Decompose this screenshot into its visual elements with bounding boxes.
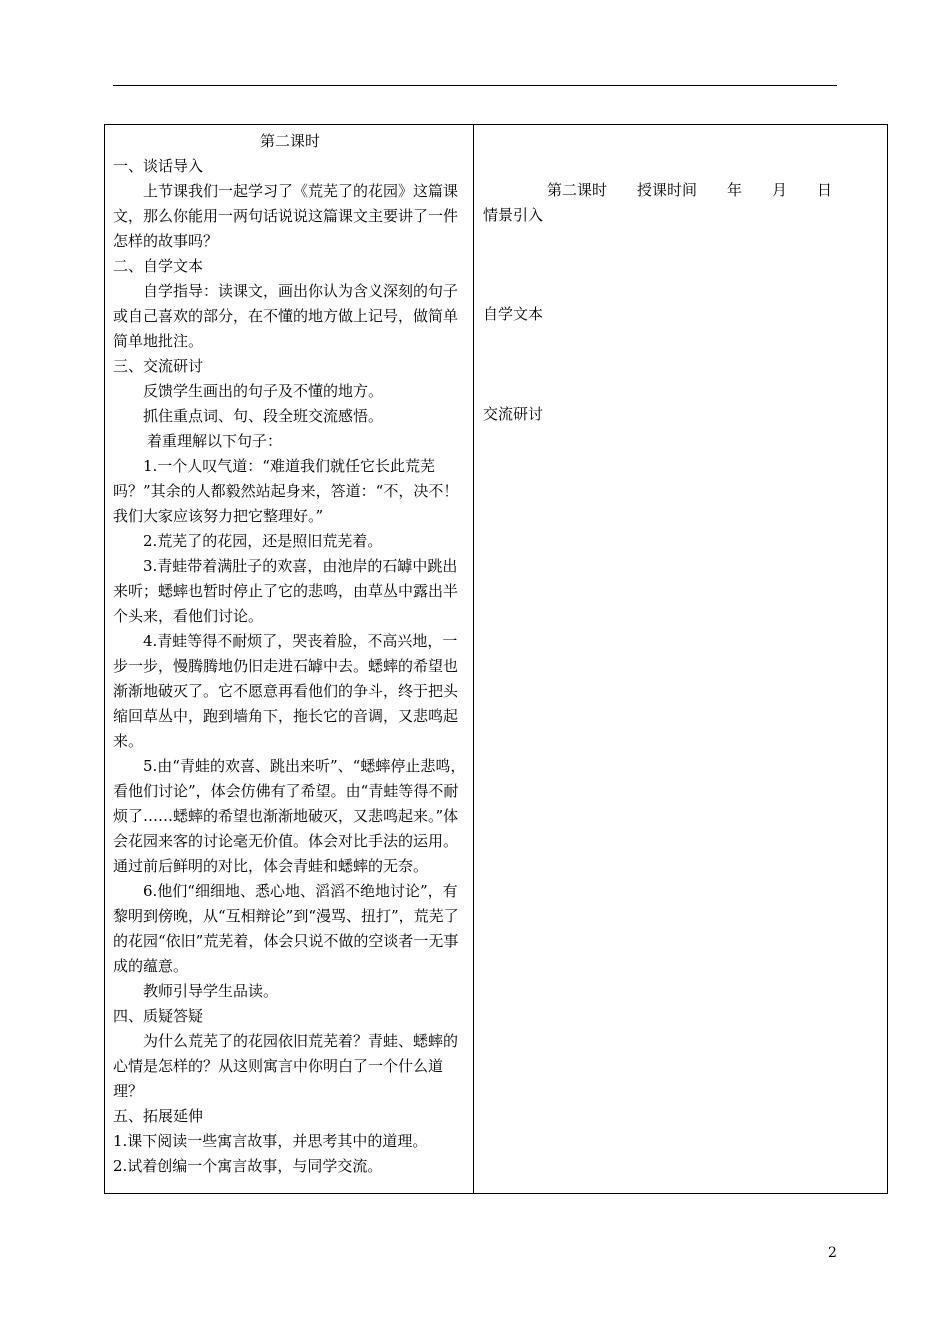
- page-number: 2: [828, 1245, 837, 1261]
- paragraph: 教师引导学生品读。: [143, 982, 279, 1000]
- label-intro: 情景引入: [483, 206, 544, 224]
- lesson-content-column: [113, 129, 467, 1179]
- column-divider: [473, 125, 474, 1193]
- paragraph: 一、谈话导入: [113, 157, 204, 175]
- label-selfstudy: 自学文本: [483, 305, 544, 323]
- paragraph: 三、交流研讨: [113, 357, 204, 375]
- paragraph: 四、质疑答疑: [113, 1007, 204, 1025]
- paragraph: 6.他们“细细地、悉心地、滔滔不绝地讨论”，有黎明到傍晚，从“互相辩论”到“漫骂、扭打”，荒芜了的花园“依旧”荒芜着，体会只说不做的空谈者一无事成的蕴意。: [113, 882, 459, 975]
- lesson-paragraphs: [113, 154, 467, 1179]
- lesson-time-line: 第二课时 授课时间 年 月 日: [547, 181, 833, 199]
- paragraph: 5.由“青蛙的欢喜、跳出来听”、“蟋蟀停止悲鸣，看他们讨论”，体会仿佛有了希望。由“青蛙等得不耐烦了……蟋蟀的希望也渐渐地破灭，又悲鸣起来。”体会花园来客的讨论毫无价值。体会对比手法的运用。通过前后鲜明的对比，体会青蛙和蟋蟀的无奈。: [113, 757, 466, 875]
- paragraph: 2.荒芜了的花园，还是照旧荒芜着。: [143, 532, 383, 550]
- paragraph: 自学指导：读课文，画出你认为含义深刻的句子或自己喜欢的部分，在不懂的地方做上记号，做简单简单地批注。: [113, 282, 459, 350]
- paragraph: 4.青蛙等得不耐烦了，哭丧着脸，不高兴地，一步一步，慢腾腾地仍旧走进石罅中去。蟋蟀的希望也渐渐地破灭了。它不愿意再看他们的争斗，终于把头缩回草丛中，跑到墙角下，拖长它的音调，又悲鸣起来。: [113, 632, 459, 750]
- paragraph: 1.课下阅读一些寓言故事，并思考其中的道理。: [113, 1132, 428, 1150]
- paragraph: 2.试着创编一个寓言故事，与同学交流。: [113, 1157, 383, 1175]
- label-discuss: 交流研讨: [483, 405, 544, 423]
- paragraph: 1.一个人叹气道：“难道我们就任它长此荒芜吗？”其余的人都毅然站起身来，答道：“不，决不！我们大家应该努力把它整理好。”: [113, 457, 459, 525]
- paragraph: 为什么荒芜了的花园依旧荒芜着？青蛙、蟋蟀的心情是怎样的？从这则寓言中你明白了一个什么道理？: [113, 1032, 459, 1100]
- notes-column: [483, 125, 883, 1193]
- paragraph: 着重理解以下句子：: [147, 432, 283, 450]
- paragraph: 上节课我们一起学习了《荒芜了的花园》这篇课文，那么你能用一两句话说说这篇课文主要讲了一件怎样的故事吗？: [113, 182, 459, 250]
- paragraph: 抓住重点词、句、段全班交流感悟。: [143, 407, 384, 425]
- paragraph: 反馈学生画出的句子及不懂的地方。: [143, 382, 384, 400]
- lesson-plan-table: [104, 124, 888, 1194]
- header-rule: [113, 85, 837, 86]
- paragraph: 二、自学文本: [113, 257, 204, 275]
- paragraph: 五、拓展延伸: [113, 1107, 204, 1125]
- section-title: 第二课时: [259, 132, 320, 150]
- paragraph: 3.青蛙带着满肚子的欢喜，由池岸的石罅中跳出来听；蟋蟀也暂时停止了它的悲鸣，由草丛中露出半个头来，看他们讨论。: [113, 557, 459, 625]
